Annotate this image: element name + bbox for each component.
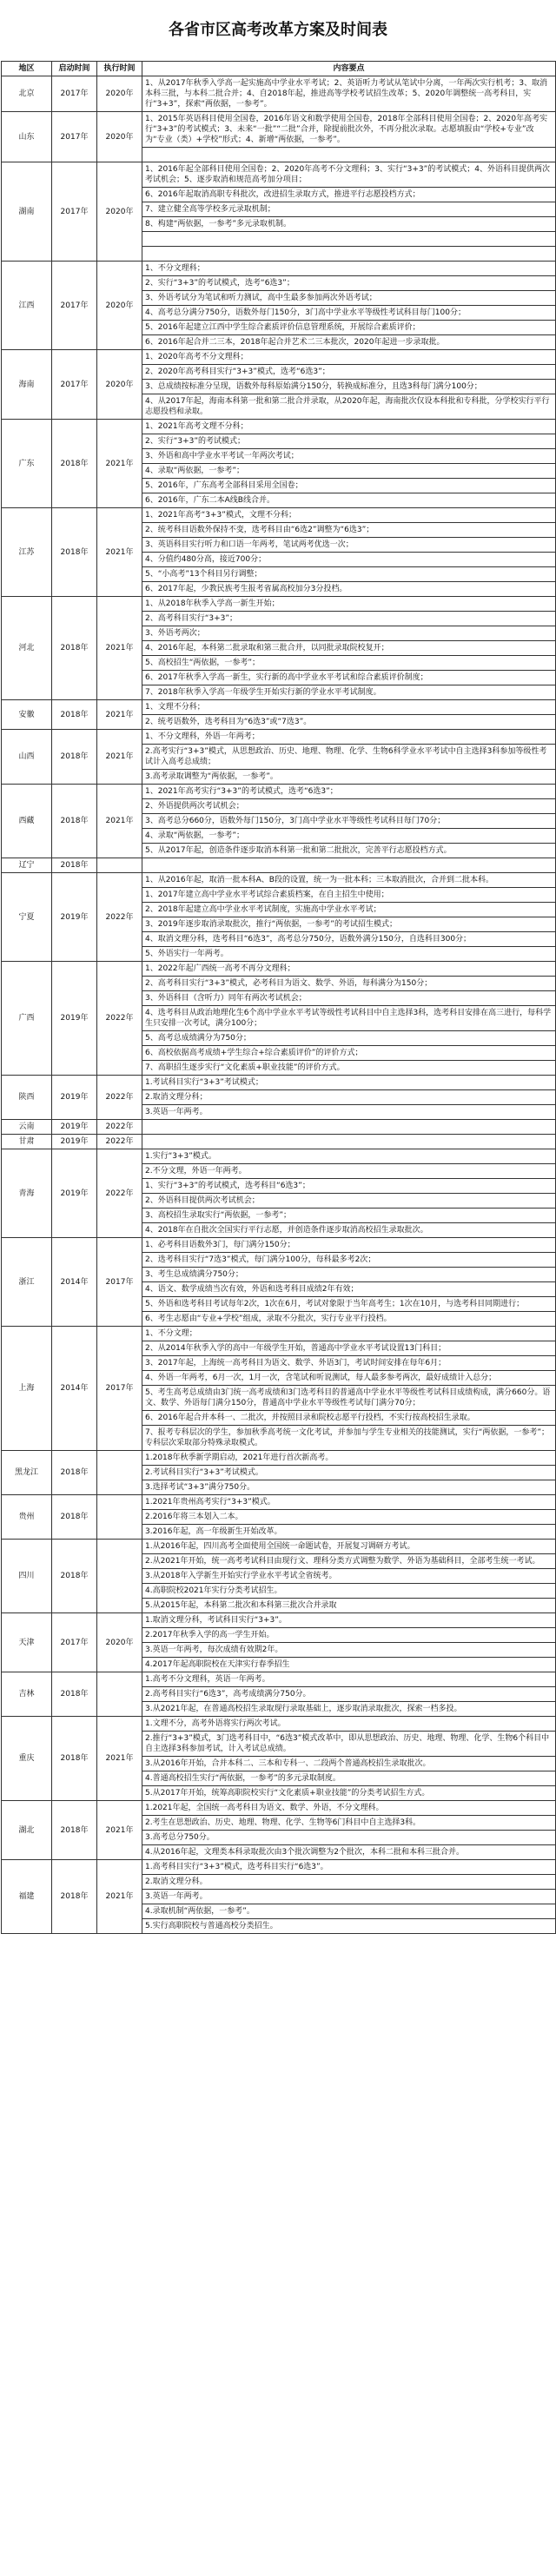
content-cell [142,162,556,262]
content-cell [142,597,556,700]
content-cell [142,730,556,785]
content-item: 1、不分文理科； [142,262,555,276]
region-cell: 广东 [2,420,52,508]
content-cell [142,1327,556,1451]
region-cell: 辽宁 [2,858,52,873]
content-cell [142,1801,556,1860]
content-cell [142,1540,556,1613]
content-item: 3.2016年起，高一年级新生开始改革。 [145,1527,282,1536]
content-item: 4、录取“两依据，一参考”； [142,464,555,479]
content-cell [142,1120,556,1135]
content-item: 1、从2018年秋季入学高一新生开始； [142,597,555,612]
content-item [142,1120,555,1134]
start-cell: 2017年 [52,1613,97,1672]
content-cell [142,1672,556,1717]
content-item [142,148,555,162]
content-item: 1、2021年高考文理不分科； [142,420,555,434]
content-item: 6、2016年起取消高职专科批次，改进招生录取方式，推进平行志愿投档方式； [142,188,555,202]
content-item: 1.2021年起，全国统一高考科目为语文、数学、外语，不分文理科。 [142,1801,555,1816]
content-item: 3、外语考两次； [142,626,555,641]
start-cell: 2017年 [52,162,97,262]
content-item: 2、外语提供两次考试机会； [142,799,555,814]
table-row [2,1860,556,1934]
region-cell: 湖北 [2,1801,52,1860]
table-row [2,350,556,420]
content-item [142,247,555,261]
content-item: 1.取消文理分科，考试科目实行“3+3”。 [142,1613,555,1628]
content-item [142,858,555,872]
region-cell: 山东 [2,112,52,162]
table-row [2,1613,556,1672]
region-cell: 西藏 [2,785,52,858]
content-cell [142,858,556,873]
content-item: 4.录取机制“两依据，一参考”。 [142,1904,555,1919]
content-item: 2.2017年秋季入学的高一学生开始。 [142,1628,555,1643]
content-item: 5、考生高考总成绩由3门统一高考成绩和3门选考科目的普通高中学业水平等级性考试科目成绩构成，满分660分。语文、数学、外语每门满分150分，普通高中学业水平等级性考试每门满分70分； [142,1386,555,1411]
region-cell: 湖南 [2,162,52,262]
start-cell: 2019年 [52,1149,97,1238]
content-item: 1.实行“3+3”模式。 [142,1149,555,1164]
exec-cell: 2021年 [97,700,142,730]
content-item: 1.2021年贵州高考实行“3+3”模式。 [142,1495,555,1510]
content-cell [142,1076,556,1120]
content-item: 5、高考总成绩满分为750分； [142,1031,555,1046]
start-cell: 2018年 [52,730,97,785]
content-item: 1.高考科目实行“3+3”模式，选考科目实行“6选3”。 [142,1860,555,1875]
exec-cell: 2020年 [97,350,142,420]
content-item [142,232,555,247]
content-item: 3、外语科目（含听力）同年有两次考试机会； [142,991,555,1006]
table-row [2,262,556,350]
content-item: 3、外语考试分为笔试和听力测试，高中生最多参加两次外语考试； [142,291,555,306]
content-item: 4.从2016年起，文理类本科录取批次由3个批次调整为2个批次，本科二批和本科三批合并。 [145,1848,464,1857]
content-item: 2、选考科目实行“7选3”模式，每门满分100分，每科最多考2次； [142,1253,555,1268]
start-cell: 2018年 [52,858,97,873]
content-item: 4.高职院校2021年实行分类考试招生。 [142,1584,555,1599]
content-item: 3、高校招生录取实行“两依据，一参考”； [142,1209,555,1223]
content-item: 1、实行“3+3”的考试模式，选考科目“6选3”； [142,1179,555,1194]
content-item: 3.高考录取调整为“两依据，一参考”。 [145,772,278,781]
content-item: 1.从2016年起，四川高考全面使用全国统一命题试卷，开展复习调研方考试。 [142,1540,555,1554]
content-cell [142,1717,556,1801]
content-item: 7、高职招生逐步实行“文化素质+职业技能”的评价方式。 [145,1063,345,1072]
start-cell: 2014年 [52,1238,97,1327]
content-item: 4、高考总分满分750分，语数外每门150分，3门高中学业水平等级性考试科目每门100分； [142,306,555,321]
start-cell: 2018年 [52,1495,97,1540]
region-cell: 甘肃 [2,1135,52,1149]
content-item: 8、构建“两依据，一参考”多元录取机制。 [142,217,555,232]
exec-cell: 2017年 [97,1327,142,1451]
content-item: 3.英语一年两考，每次成绩有效期2年。 [142,1643,555,1658]
start-cell: 2018年 [52,420,97,508]
exec-cell: 2022年 [97,1149,142,1238]
table-row [2,873,556,962]
content-cell [142,785,556,858]
exec-cell: 2020年 [97,1613,142,1672]
content-cell [142,1860,556,1934]
start-cell: 2019年 [52,1076,97,1120]
header-exec: 执行时间 [97,62,142,76]
start-cell: 2014年 [52,1327,97,1451]
table-row [2,962,556,1076]
content-item: 2、高考科目实行“3+3”模式，必考科目为语文、数学、外语，每科满分为150分； [142,977,555,991]
content-item: 6、考生志愿由“专业+学校”组成，录取不分批次，实行专业平行投档。 [145,1314,392,1323]
content-item: 4、2018年在自批次全国实行平行志愿，并创造条件逐步取消高校招生录取批次。 [145,1226,428,1235]
content-cell [142,350,556,420]
content-item: 6、2016年，广东二本A线B线合并。 [145,496,275,505]
content-cell [142,1149,556,1238]
exec-cell: 2021年 [97,785,142,858]
content-item: 6、高校依据高考成绩+学生综合+综合素质评价”的评价方式； [142,1046,555,1061]
exec-cell: 2021年 [97,597,142,700]
exec-cell: 2021年 [97,508,142,597]
exec-cell: 2022年 [97,1120,142,1135]
content-item: 1.文理不分，高考外语将实行两次考试。 [142,1717,555,1732]
table-row [2,700,556,730]
content-item: 2、从2014年秋季入学的高中一年级学生开始，普通高中学业水平考试设置13门科目； [142,1341,555,1356]
content-item: 2、外语科目提供两次考试机会； [142,1194,555,1209]
table-row [2,76,556,112]
content-item: 7、2018年秋季入学高一年级学生开始实行新的学业水平考试制度。 [145,688,381,697]
region-cell: 浙江 [2,1238,52,1327]
content-cell [142,962,556,1076]
start-cell: 2018年 [52,1451,97,1495]
content-item: 4、从2017年起，海南本科第一批和第二批合并录取，从2020年起，海南批次仅设本科批和专科批，分学校实行平行志愿投档和录取。 [145,397,550,416]
start-cell: 2018年 [52,597,97,700]
content-item: 1、2022年起广西统一高考不再分文理科； [142,962,555,977]
exec-cell: 2020年 [97,112,142,162]
content-item: 7、建立健全高等学校多元录取机制； [142,202,555,217]
table-row [2,1672,556,1717]
content-cell [142,873,556,962]
content-item: 4、2016年起，本科第二批录取和第三批合并，以同批录取院校复开； [142,641,555,656]
exec-cell: 2020年 [97,162,142,262]
content-item: 4、分值约480分高，接近700分； [142,553,555,567]
content-item: 2.取消文理分科。 [142,1875,555,1890]
exec-cell: 2022年 [97,962,142,1076]
reform-table [1,61,556,1934]
content-item: 5、外语和选考科目考试每年2次，1次在6月，考试对象限于当年高考生；1次在10月，与选考科目同期进行； [142,1297,555,1312]
content-item: 1.高考不分文理科，英语一年两考。 [142,1672,555,1687]
table-row [2,858,556,873]
content-cell [142,508,556,597]
content-item: 5.实行高职院校与普通高校分类招生。 [145,1922,278,1930]
page-title: 各省市区高考改革方案及时间表 [169,21,387,39]
table-row [2,162,556,262]
content-item: 7、报考专科层次的学生，参加秋季高考统一文化考试，并参加与学生专业相关的技能测试，实行“两依据，一参考”；专科层次采取部分特殊录取模式。 [145,1428,550,1447]
content-item: 5、从2017年起，创造条件逐步取消本科第一批和第二批批次，完善平行志愿投档方式。 [145,846,452,855]
content-item: 5、“小高考”13个科目另行调整； [142,567,555,582]
start-cell: 2019年 [52,873,97,962]
content-cell [142,76,556,112]
content-item: 1、2020年高考不分文理科； [142,350,555,365]
content-item: 2.推行“3+3”模式，3门选考科目中，“6选3”模式改革中，即从思想政治、历史、地理、物理、化学、生物6个科目中自主选择3科参加考试，计入考试总成绩。 [142,1732,555,1757]
content-item: 1.2018年秋季新学期启动，2021年进行首次新高考。 [142,1451,555,1466]
content-item: 2、2018年起建立高中学业水平考试制度，实施高中学业水平考试； [142,903,555,917]
region-cell: 江苏 [2,508,52,597]
content-item: 3、外语和高中学业水平考试一年两次考试； [142,449,555,464]
content-item: 1、2016年起全部科目使用全国卷；2、2020年高考不分文理科；3、实行“3+3”的考试模式；4、外语科目提供两次考试机会；5、逐步取消和规范高考加分项目； [142,162,555,188]
exec-cell [97,858,142,873]
content-item: 2、实行“3+3”的考试模式，选考“6选3”； [142,276,555,291]
content-item: 4、外语一年两考，6月一次，1月一次，含笔试和听说测试，每人最多参考两次，最好成绩计入总分； [142,1371,555,1386]
content-item: 6、2016年起合并二三本，2018年起合并艺术二三本批次，2020年起进一步录取批。 [145,338,445,347]
content-item: 2、实行“3+3”的考试模式； [142,434,555,449]
table-row [2,1451,556,1495]
region-cell: 四川 [2,1540,52,1613]
content-item: 5、2016年起建立江西中学生综合素质评价信息管理系统，开展综合素质评价； [142,321,555,335]
table-row [2,1076,556,1120]
exec-cell: 2021年 [97,420,142,508]
content-cell [142,700,556,730]
exec-cell: 2020年 [97,262,142,350]
content-item: 3.从2016年开始，合并本科二、三本和专科一、二段两个普通高校招生录取批次。 [142,1757,555,1771]
content-item: 2.取消文理分科； [142,1090,555,1105]
exec-cell [97,1540,142,1613]
content-item: 1.考试科目实行“3+3”考试模式； [142,1076,555,1090]
start-cell: 2019年 [52,1135,97,1149]
table-row [2,1120,556,1135]
table-header-row [2,62,556,76]
content-item: 2、统考语数外，选考科目为“6选3”或“7选3”。 [145,718,312,726]
table-body [2,76,556,1934]
exec-cell: 2017年 [97,1238,142,1327]
region-cell: 福建 [2,1860,52,1934]
content-item: 1、必考科目语数外3门，每门满分150分； [142,1238,555,1253]
start-cell: 2017年 [52,112,97,162]
table-row [2,730,556,785]
content-cell [142,262,556,350]
content-item: 4、语文、数学成绩当次有效，外语和选考科目成绩2年有效； [142,1282,555,1297]
exec-cell [97,1495,142,1540]
start-cell: 2018年 [52,1540,97,1613]
content-cell [142,1238,556,1327]
start-cell: 2019年 [52,1120,97,1135]
content-item: 1、2021年高考实行“3+3”的考试模式，选考“6选3”； [142,785,555,799]
content-cell [142,1451,556,1495]
content-item: 5、2016年，广东高考全部科目采用全国卷； [142,479,555,493]
start-cell: 2018年 [52,1860,97,1934]
content-item: 5、外语实行一年两考。 [145,950,228,958]
region-cell: 陕西 [2,1076,52,1120]
content-item: 1、2015年英语科目使用全国卷，2016年语文和数学使用全国卷，2018年全部科目使用全国卷；2、2020年高考实行“3+3”的考试模式；3、未来“一批”“二批”合并，除提前批次外，不再分批次录取。志愿填报由“学校+专业”改为“专业（类）+学校”形式；4、新增“两依据，一参考”。 [142,112,555,148]
content-item: 1、从2017年秋季入学高一起实施高中学业水平考试；2、英语听力考试从笔试中分离，一年两次实行机考；3、取消本科三批，与本科二批合并；4、自2018年起，推进高等学校考试招生改革；5、2020年调整统一高考科目，实行“3+3”，探索“两依据，一参考”。 [145,79,548,109]
exec-cell: 2022年 [97,873,142,962]
content-item: 3、总成绩按标准分呈现，语数外每科原始满分150分，转换成标准分，且选3科每门满分100分； [142,380,555,394]
region-cell: 贵州 [2,1495,52,1540]
region-cell: 天津 [2,1613,52,1672]
start-cell: 2018年 [52,785,97,858]
content-item: 2.考生在思想政治、历史、地理、物理、化学、生物等6门科目中自主选择3科。 [142,1816,555,1831]
region-cell: 吉林 [2,1672,52,1717]
content-item: 6、2016年起合并本科一、二批次，并按照目录和院校志愿平行投档，不实行按高校招生录取。 [142,1411,555,1426]
content-item: 6、2017年起，少教民族考生报考省属高校加分3分投档。 [145,585,348,593]
region-cell: 江西 [2,262,52,350]
region-cell: 青海 [2,1149,52,1238]
start-cell: 2017年 [52,262,97,350]
content-item: 2.从2021年开始，统一高考考试科目由现行文、理科分类方式调整为数学、外语为基础科目，全部考生统一考试。 [142,1554,555,1569]
exec-cell: 2020年 [97,76,142,112]
region-cell: 山西 [2,730,52,785]
start-cell: 2018年 [52,1717,97,1801]
exec-cell: 2022年 [97,1135,142,1149]
content-cell [142,420,556,508]
content-item: 3、2017年起，上海统一高考科目为语文、数学、外语3门，考试时间安排在每年6月； [142,1356,555,1371]
table-row [2,1801,556,1860]
content-item: 1、文理不分科； [142,700,555,715]
content-cell [142,1135,556,1149]
header-region: 地区 [2,62,52,76]
content-item: 2.高考科目实行“6选3”，高考成绩满分750分。 [142,1687,555,1702]
content-item: 2.2016年将三本划入二本。 [142,1510,555,1525]
content-item: 3.从2021年起，在普通高校招生录取现行录取基础上，逐步取消录取批次，探索一档多投。 [145,1705,462,1713]
table-row [2,1149,556,1238]
content-item: 3、2019年逐步取消录取批次，推行“两依据，一参考”的考试招生模式； [142,917,555,932]
start-cell: 2018年 [52,700,97,730]
content-item: 3.从2018年入学新生开始实行学业水平考试全省统考。 [142,1569,555,1584]
header-start: 启动时间 [52,62,97,76]
content-item: 1、不分文理科，外语一年两考； [142,730,555,745]
exec-cell [97,1451,142,1495]
table-row [2,1717,556,1801]
start-cell: 2018年 [52,1801,97,1860]
content-item: 2.不分文理，外语一年两考。 [142,1164,555,1179]
content-item: 3.高考总分750分。 [142,1831,555,1845]
content-item: 5.从2017年开始，统筹高职院校实行“文化素质+职业技能”的分类考试招生方式。 [145,1789,430,1798]
table-row [2,508,556,597]
exec-cell: 2021年 [97,1860,142,1934]
content-item: 1、2017年建立高中学业水平考试综合素质档案，在自主招生中使用； [142,888,555,903]
content-item: 3.英语一年两考。 [142,1890,555,1904]
table-row [2,1327,556,1451]
content-item: 3、考生总成绩满分750分； [142,1268,555,1282]
region-cell: 云南 [2,1120,52,1135]
content-item: 6、2017年秋季入学高一新生，实行新的高中学业水平考试和综合素质评价制度； [142,671,555,685]
content-item: 1、2021年高考“3+3”模式，文理不分科； [142,508,555,523]
content-item: 2.考试科目实行“3+3”考试模式。 [142,1466,555,1480]
table-row [2,420,556,508]
start-cell: 2017年 [52,76,97,112]
table-row [2,597,556,700]
region-cell: 黑龙江 [2,1451,52,1495]
content-item: 5、高校招生“两依据，一参考”； [142,656,555,671]
start-cell: 2018年 [52,1672,97,1717]
region-cell: 上海 [2,1327,52,1451]
content-item: 3.英语一年两考。 [145,1108,208,1116]
region-cell: 安徽 [2,700,52,730]
content-item: 4、选考科目从政治地理化生6个高中学业水平考试等级性考试科目中自主选择3科，选考科目安排在高三进行，每科学生只安排一次考试，满分100分； [142,1006,555,1031]
region-cell: 广西 [2,962,52,1076]
content-item: 4.普通高校招生实行“两依据，一参考”的多元录取制度。 [142,1771,555,1786]
table-row [2,1135,556,1149]
content-item: 3.选择考试“3+3”满分750分。 [145,1483,255,1492]
content-cell [142,1495,556,1540]
region-cell: 海南 [2,350,52,420]
content-cell [142,112,556,162]
start-cell: 2018年 [52,508,97,597]
region-cell: 北京 [2,76,52,112]
exec-cell: 2021年 [97,730,142,785]
table-row [2,785,556,858]
exec-cell: 2022年 [97,1076,142,1120]
content-item: 2、2020年高考科目实行“3+3”模式，选考“6选3”； [142,365,555,380]
content-item: 4.2017年起高职院校在天津实行春季招生 [145,1660,290,1669]
content-item: 4、取消文理分科，选考科目“6选3”，高考总分750分，语数外满分150分，自选科目300分； [142,932,555,947]
content-item: 4、录取“两依据，一参考”； [142,829,555,844]
region-cell: 河北 [2,597,52,700]
content-item: 2、高考科目实行“3+3”； [142,612,555,626]
exec-cell: 2021年 [97,1717,142,1801]
table-row [2,1540,556,1613]
content-item: 2、统考科目语数外保持不变，选考科目由“6选2”调整为“6选3”； [142,523,555,538]
exec-cell: 2021年 [97,1801,142,1860]
content-item [142,1135,555,1149]
content-item: 2.高考实行“3+3”模式，从思想政治、历史、地理、物理、化学、生物6科学业水平考试中自主选择3科参加等级性考试计入高考总成绩； [142,745,555,770]
exec-cell [97,1672,142,1717]
content-item: 1、从2016年起，取消一批本科A、B段的设置，统一为一批本科；三本取消批次，合并到二批本科。 [142,873,555,888]
content-item: 3、高考总分660分，语数外每门150分，3门高中学业水平等级性考试科目每门70分； [142,814,555,829]
region-cell: 宁夏 [2,873,52,962]
start-cell: 2019年 [52,962,97,1076]
table-row [2,1238,556,1327]
content-item: 1、不分文理； [142,1327,555,1341]
content-item: 3、英语科目实行听力和口语一年两考，笔试两考优选一次； [142,538,555,553]
region-cell: 重庆 [2,1717,52,1801]
content-cell [142,1613,556,1672]
start-cell: 2017年 [52,350,97,420]
content-item: 5.从2015年起，本科第二批次和本科第三批次合并录取 [145,1601,337,1610]
header-content: 内容要点 [142,62,556,76]
table-row [2,1495,556,1540]
table-row [2,112,556,162]
